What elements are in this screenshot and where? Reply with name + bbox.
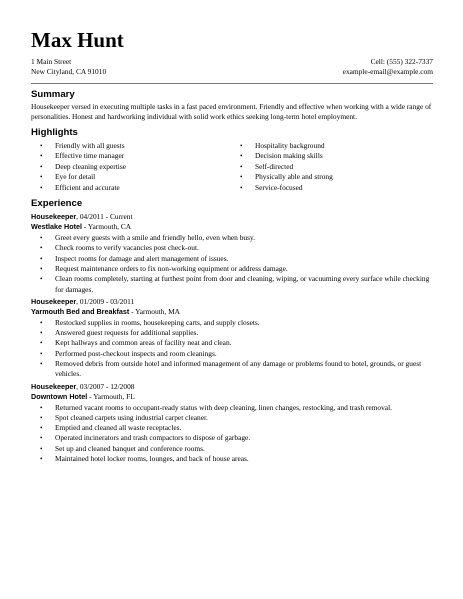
job-duties-list	[31, 403, 433, 465]
employer-line	[31, 392, 433, 402]
resume-page	[31, 28, 433, 466]
employer-location: Yarmouth, FL	[93, 391, 135, 401]
bullet-icon: •	[40, 183, 43, 192]
list-item	[40, 161, 243, 172]
list-item	[240, 162, 333, 172]
bullet-icon: •	[40, 360, 43, 368]
list-item	[240, 141, 333, 151]
list-item	[40, 233, 433, 243]
list-item	[40, 433, 433, 443]
list-item	[40, 264, 433, 274]
job-title-line	[31, 212, 433, 222]
employer-separator: -	[82, 222, 88, 232]
bullet-icon: •	[40, 152, 43, 161]
job-title: Housekeeper	[31, 212, 77, 222]
bullet-icon: •	[40, 455, 43, 464]
summary-text: Housekeeper versed in executing multiple tasks in a fast paced environment. Friendly and effective when working with a wide range of personalities. Honest and hardworking individual with solid work ethics seeking long-term hotel employment.	[31, 102, 432, 121]
list-item-text: Greet every guests with a smile and friendly hello, even when busy.	[55, 233, 256, 243]
list-item	[40, 182, 243, 193]
employer-name: Westlake Hotel	[31, 222, 82, 232]
employer-separator: -	[129, 306, 136, 316]
list-item-text: Self-directed	[255, 161, 294, 171]
list-item	[40, 359, 433, 380]
employer-line	[31, 307, 433, 317]
list-item	[240, 151, 333, 161]
bullet-icon: •	[40, 162, 43, 171]
bullet-icon: •	[240, 152, 243, 161]
list-item-text: Clean rooms completely, starting at furthest point from door and cleaning, wiping, or vacuuming every surface while checking for damages.	[55, 274, 430, 294]
experience-heading: Experience	[31, 198, 83, 210]
list-item	[240, 172, 333, 182]
bullet-icon: •	[240, 162, 243, 171]
street-address: 1 Main Street	[31, 57, 72, 66]
list-item	[40, 444, 433, 454]
list-item-text: Friendly with all guests	[55, 141, 125, 150]
bullet-icon: •	[240, 183, 243, 192]
list-item	[40, 413, 433, 423]
bullet-icon: •	[40, 318, 43, 327]
job-dates: , 01/2009 - 03/2011	[76, 296, 135, 306]
bullet-icon: •	[240, 173, 243, 182]
bullet-icon: •	[40, 329, 43, 338]
list-item	[40, 349, 433, 359]
employer-separator: -	[87, 391, 94, 401]
job-title-line	[31, 382, 433, 392]
job-dates: , 04/2011 - Current	[76, 212, 133, 222]
bullet-icon: •	[40, 264, 43, 273]
job-title-line	[31, 297, 433, 307]
header-divider	[31, 83, 433, 84]
list-item	[40, 454, 433, 464]
list-item	[40, 274, 433, 295]
list-item-text: Returned vacant rooms to occupant-ready status with deep cleaning, linen changes, restocking, and trash removal.	[55, 402, 392, 412]
bullet-icon: •	[40, 275, 43, 284]
list-item-text: Efficient and accurate	[55, 182, 120, 192]
list-item-text: Emptied and cleaned all waste receptacles.	[55, 423, 182, 433]
bullet-icon: •	[40, 349, 43, 358]
list-item	[40, 141, 243, 151]
employer-name: Yarmouth Bed and Breakfast	[31, 306, 130, 316]
list-item-text: Request maintenance orders to fix non-working equipment or address damage.	[55, 263, 288, 273]
bullet-icon: •	[40, 413, 43, 422]
list-item-text: Eye for detail	[55, 172, 96, 182]
list-item	[40, 172, 243, 182]
city-address: New Cityland, CA 91010	[31, 67, 107, 76]
bullet-icon: •	[40, 403, 43, 412]
summary-heading: Summary	[31, 89, 75, 100]
list-item-text: Set up and cleaned banquet and conference rooms.	[55, 443, 205, 453]
list-item-text: Answered guest requests for additional supplies.	[55, 328, 199, 338]
list-item-text: Performed post-checkout inspects and room cleanings.	[55, 348, 217, 358]
bullet-icon: •	[40, 254, 43, 263]
employer-location: Yarmouth, MA	[135, 306, 180, 316]
bullet-icon: •	[240, 142, 243, 150]
list-item-text: Physically able and strong	[255, 172, 333, 182]
bullet-icon: •	[40, 142, 43, 150]
list-item	[40, 423, 433, 433]
bullet-icon: •	[40, 424, 43, 433]
job-title: Housekeeper	[31, 381, 77, 391]
list-item-text: Removed debris from outside hotel and informed management of any damage or problems found to hotel, grounds, or guest vehicles.	[55, 359, 422, 379]
phone-email-block	[343, 57, 433, 77]
contact-block	[31, 57, 433, 77]
list-item-text: Kept hallways and common areas of facility neat and clean.	[55, 338, 232, 348]
email-address[interactable]: example-email@example.com	[342, 67, 433, 76]
list-item-text: Service-focused	[255, 182, 303, 192]
list-item-text: Restocked supplies in rooms, housekeeping carts, and supply closets.	[55, 317, 260, 327]
job-title: Housekeeper	[31, 296, 77, 306]
list-item-text: Maintained hotel locker rooms, lounges, and back of house areas.	[55, 454, 249, 464]
bullet-icon: •	[40, 339, 43, 348]
address-block	[31, 57, 106, 77]
bullet-icon: •	[40, 444, 43, 453]
list-item-text: Effective time manager	[55, 151, 125, 161]
employer-line	[31, 222, 433, 232]
bullet-icon: •	[40, 173, 43, 182]
highlights-right-column	[240, 141, 333, 193]
highlights-heading: Highlights	[31, 127, 78, 138]
list-item	[40, 243, 433, 253]
experience-list	[31, 212, 433, 464]
highlights-list	[31, 141, 433, 193]
list-item-text: Inspect rooms for damage and alert management of issues.	[55, 253, 229, 263]
highlights-left-column	[31, 141, 243, 193]
employer-name: Downtown Hotel	[31, 391, 88, 401]
list-item-text: Operated incinerators and trash compactors to dispose of garbage.	[55, 433, 251, 443]
employer-location: Yarmouth, CA	[87, 222, 132, 232]
bullet-icon: •	[40, 434, 43, 443]
list-item-text: Deep cleaning expertise	[55, 161, 126, 171]
list-item	[40, 328, 433, 338]
list-item-text: Check rooms to verify vacancies post check-out.	[55, 243, 199, 253]
bullet-icon: •	[40, 234, 43, 243]
list-item-text: Spot cleaned carpets using industrial carpet cleaner.	[55, 412, 208, 422]
bullet-icon: •	[40, 244, 43, 253]
list-item	[40, 403, 433, 413]
job-duties-list	[31, 318, 433, 380]
job-dates: , 03/2007 - 12/2008	[76, 381, 135, 391]
list-item	[240, 183, 333, 193]
list-item	[40, 151, 243, 161]
job-duties-list	[31, 233, 433, 295]
list-item	[40, 338, 433, 348]
candidate-name: Max Hunt	[31, 28, 124, 52]
list-item	[40, 254, 433, 264]
list-item	[40, 318, 433, 328]
list-item-text: Decision making skills	[255, 151, 323, 161]
phone-number: Cell: (555) 322-7337	[370, 57, 433, 66]
list-item-text: Hospitality background	[255, 141, 325, 150]
